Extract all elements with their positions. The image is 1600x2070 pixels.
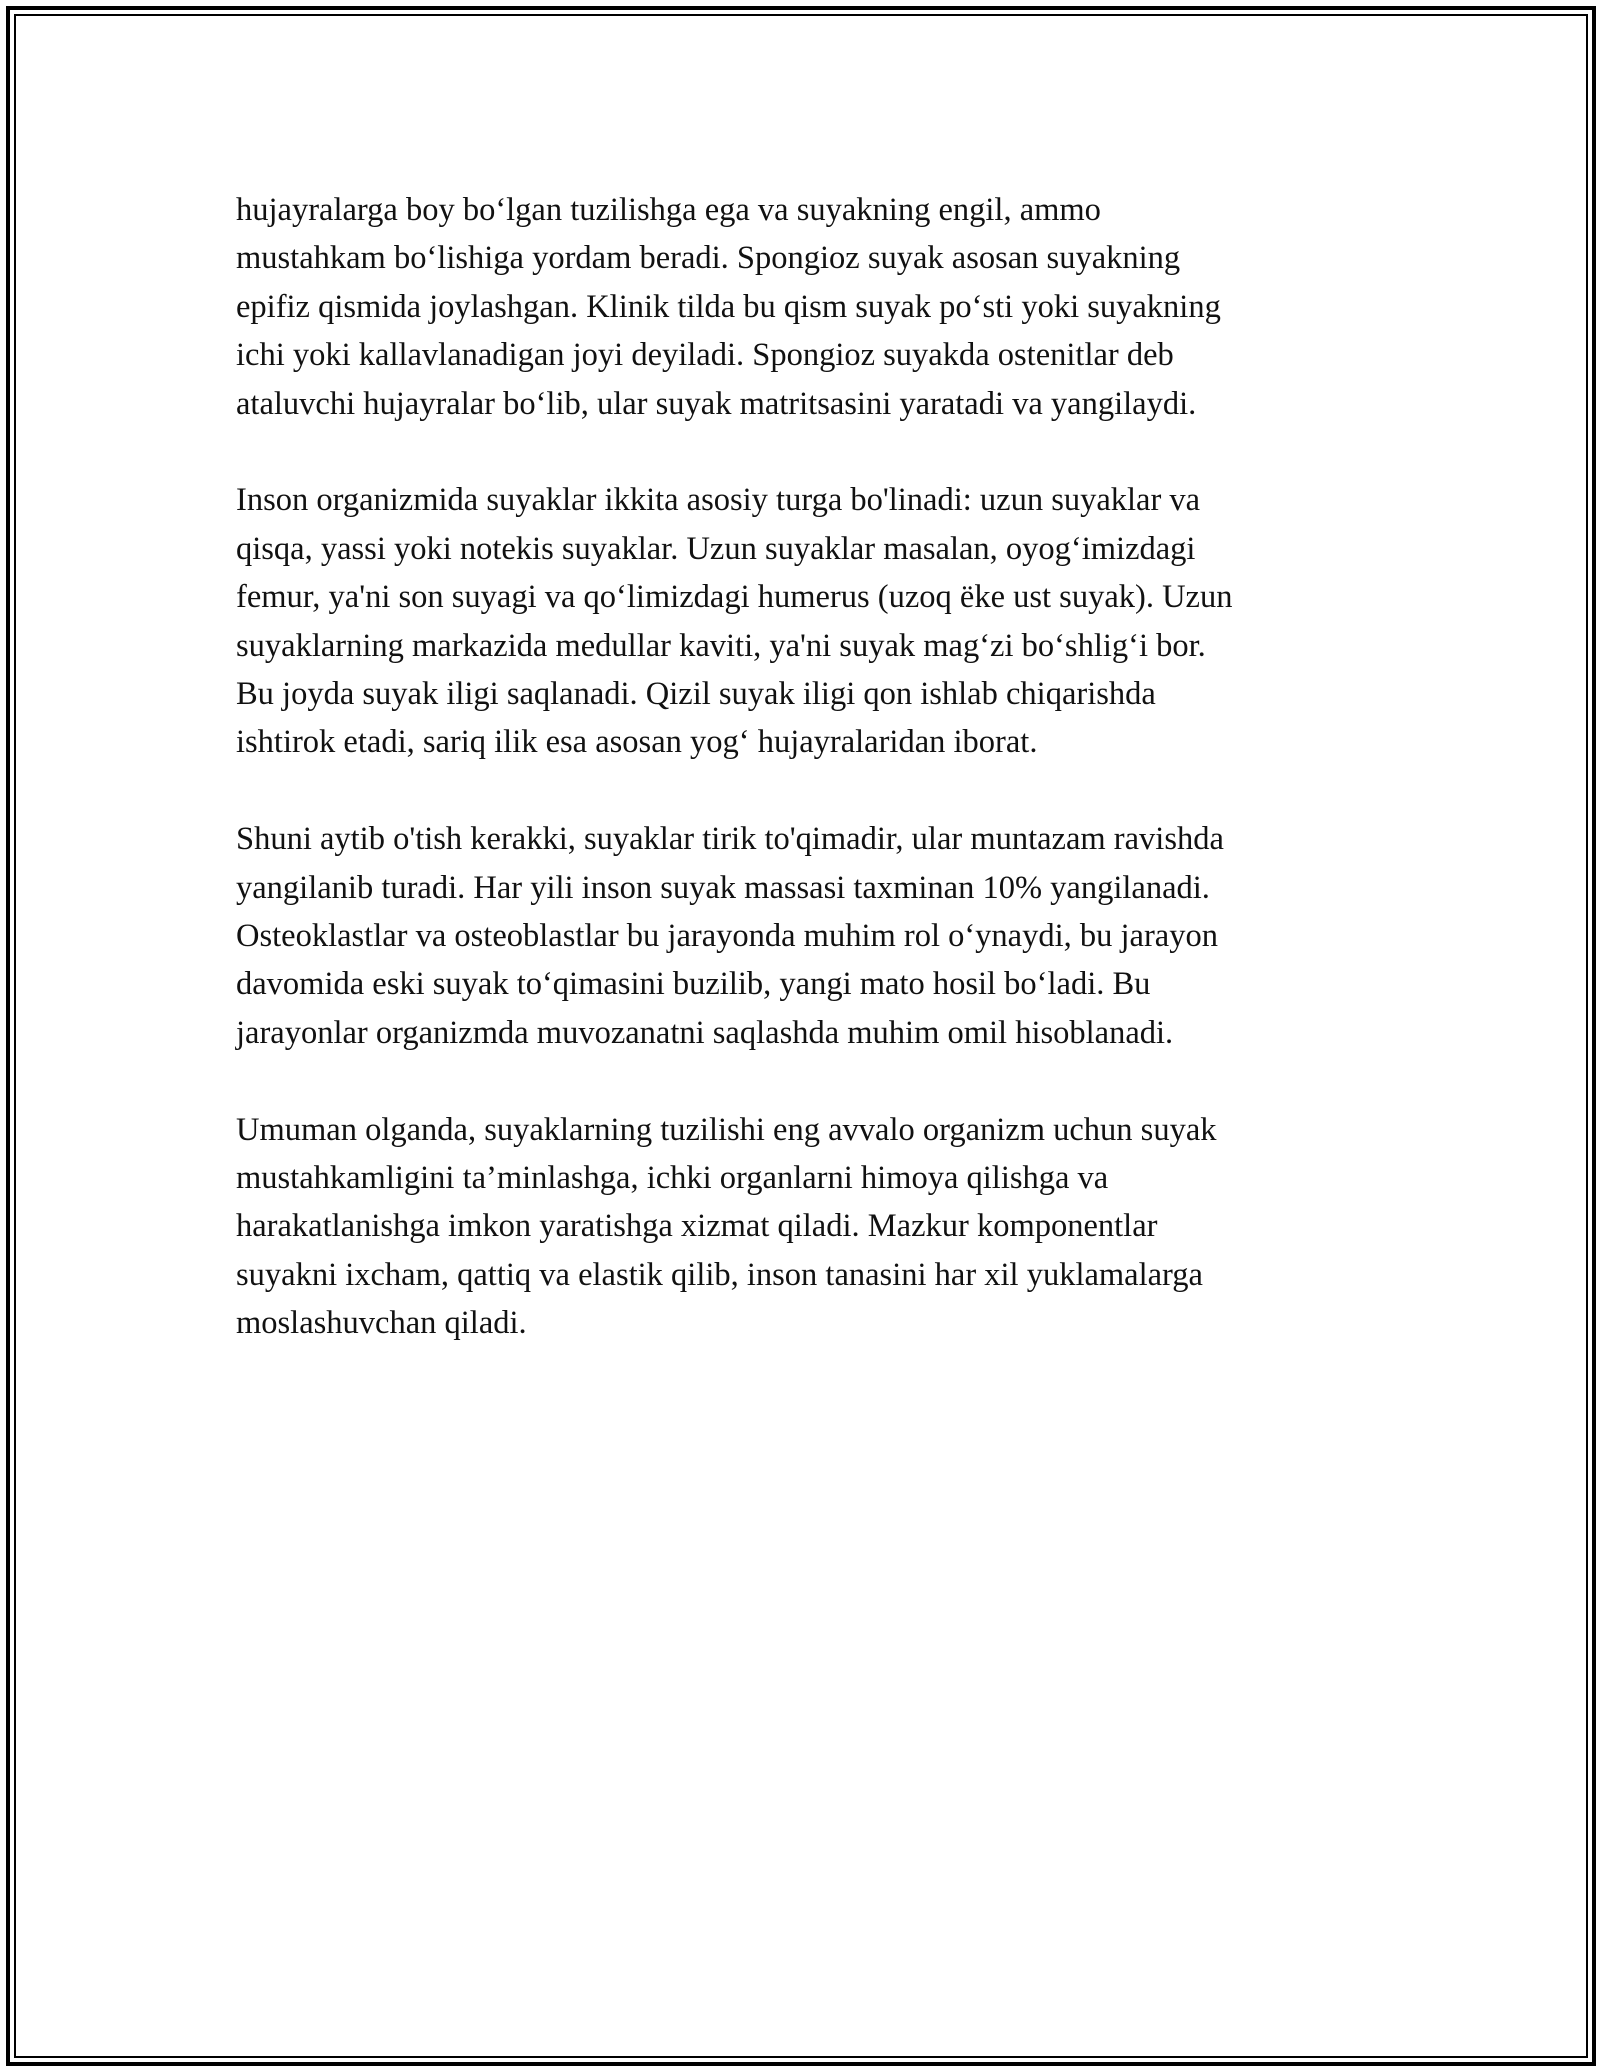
paragraph-4: Umuman olganda, suyaklarning tuzilishi eng avvalo organizm uchun suyak mustahkamligini ta’minlashga, ichki organlarni himoya qilishga va harakatlanishga imkon yaratishga xizmat qiladi. Mazkur komponentlar suyakni ixcham, qattiq va elastik qilib, inson tanasini har xil yuklamalarga moslashuvchan qiladi. <box>236 1111 1217 1342</box>
paragraph-3: Shuni aytib o'tish kerakki, suyaklar tirik to'qimadir, ular muntazam ravishda yangilanib turadi. Har yili inson suyak massasi taxminan 10% yangilanadi. Osteoklastlar va osteoblastlar bu jarayonda muhim rol o‘ynaydi, bu jarayon davomida eski suyak to‘qimasini buzilib, yangi mato hosil bo‘ladi. Bu jarayonlar organizmda muvozanatni saqlashda muhim omil hisoblanadi. <box>236 821 1224 1051</box>
paragraph-2: Inson organizmida suyaklar ikkita asosiy turga bo'linadi: uzun suyaklar va qisqa, yassi yoki notekis suyaklar. Uzun suyaklar masalan, oyog‘imizdagi femur, ya'ni son suyagi va qo‘limizdagi humerus (uzoq ëke ust suyak). Uzun suyaklarning markazida medullar kaviti, ya'ni suyak mag‘zi bo‘shlig‘i bor. Bu joyda suyak iligi saqlanadi. Qizil suyak iligi qon ishlab chiqarishda ishtirok etadi, sariq ilik esa asosan yog‘ hujayralaridan iborat. <box>236 482 1233 761</box>
document-body <box>236 186 1376 1396</box>
paragraph-1: hujayralarga boy bo‘lgan tuzilishga ega va suyakning engil, ammo mustahkam bo‘lishiga yordam beradi. Spongioz suyak asosan suyakning epifiz qismida joylashgan. Klinik tilda bu qism suyak po‘sti yoki suyakning ichi yoki kallavlanadigan joyi deyiladi. Spongioz suyakda ostenitlar deb ataluvchi hujayralar bo‘lib, ular suyak matritsasini yaratadi va yangilaydi. <box>236 192 1221 422</box>
